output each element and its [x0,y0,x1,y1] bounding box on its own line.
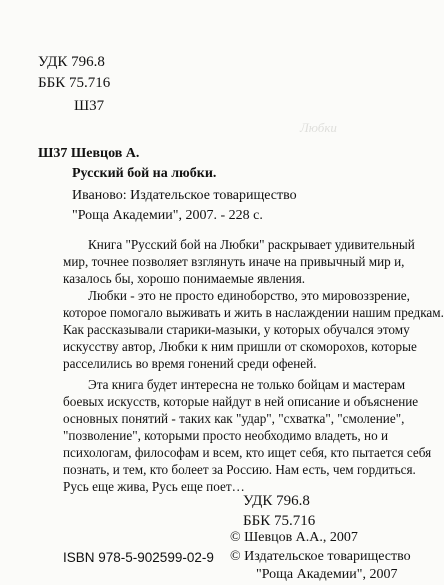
annotation-line: казалось бы, хорошо понимаемые явления. [63,271,306,286]
annotation-line: Как рассказывали старики-мазыки, у которых обучался этому [63,322,410,337]
annotation-line: Русь еще жива, Русь еще поет… [63,479,245,494]
author-mark: Ш37 [74,98,105,114]
annotation-line: психологам, философам и всем, кто ищет себя, кто пытается себя [63,445,432,460]
book-title: Русский бой на любки. [72,166,217,181]
copyright-author: © Шевцов А.А., 2007 [230,530,358,545]
publisher-line-2: "Роща Академии", 2007. - 228 с. [72,208,263,223]
annotation-line: боевых искусств, которые найдут в ней описание и объяснение [63,394,419,409]
bbk-code-bottom: ББК 75.716 [243,513,316,529]
publisher-line: Иваново: Издательское товарищество [72,188,297,203]
author-heading: Ш37 Шевцов А. [38,146,140,161]
annotation-line: основных понятий - таких как "удар", "схватка", "смоление", [63,411,405,426]
annotation-line: Любки - это не просто единоборство, это мировоззрение, [88,288,410,303]
annotation-line: мир, точнее позволяет взглянуть иначе на привычный мир и, [63,254,405,269]
bbk-code: ББК 75.716 [38,75,111,91]
annotation-line: Книга "Русский бой на Любки" раскрывает удивительный [88,237,415,252]
copyright-publisher: © Издательское товарищество [230,549,411,564]
bleed-through-text: Любки [300,120,337,135]
annotation-line: расселились во время гонений среди офеней. [63,356,317,371]
udk-code-bottom: УДК 796.8 [243,493,310,509]
annotation-line: "позволение", которыми просто необходимо владеть, но и [63,428,389,443]
copyright-publisher-2: "Роща Академии", 2007 [256,567,398,582]
annotation-line: искусству автор, Любки к ним пришли от скоморохов, которые [63,339,417,354]
isbn: ISBN 978-5-902599-02-9 [63,550,214,565]
annotation-line: познать, и тем, кто болеет за Россию. Нам есть, чем гордиться. [63,462,416,477]
annotation-line: Эта книга будет интересна не только бойцам и мастерам [88,377,406,392]
annotation-line: которое помогало выживать и жить в наслаждении нашим предкам. [63,305,444,320]
udk-code: УДК 796.8 [38,54,105,70]
